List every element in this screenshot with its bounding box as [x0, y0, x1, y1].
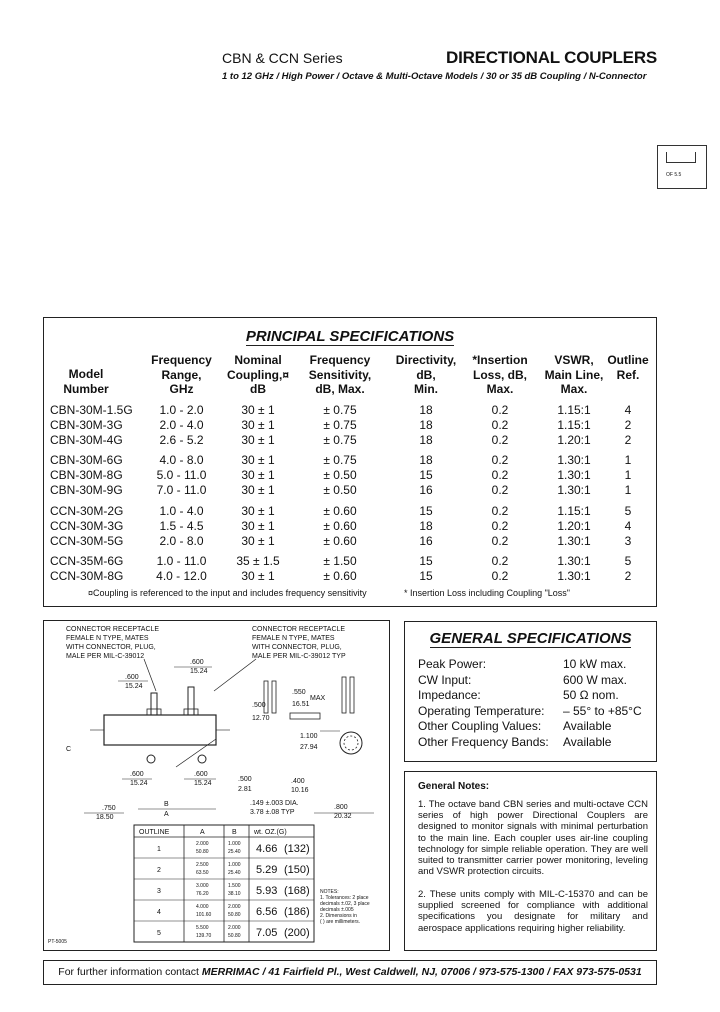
spec-cell-outline: 2 [624, 418, 632, 432]
outline-b-mm: 25.40 [228, 849, 241, 855]
outline-weight-g: (150) [284, 864, 310, 876]
spec-cell-directivity: 15 [419, 468, 433, 482]
general-specifications-panel [404, 621, 657, 762]
general-note-1: 1. The octave band CBN series and multi-octave CCN series of high power Directional Couplers are designed to monitor signals with minimal perturbation to the main line. Each coupler uses air-line coupling technology for simple reliable operation. They are well suited to transmitter carrier power monitoring, leveling and VSWR protection circuits. [418, 799, 648, 878]
dim-400: .400 [291, 778, 305, 785]
gs-row-other-coupling-values: Other Coupling Values: Available [418, 719, 612, 733]
connector-input [151, 693, 157, 715]
dim-600-top: .600 [190, 659, 204, 666]
outline-weight-g: (186) [284, 906, 310, 918]
dim-500-b: .500 [238, 776, 252, 783]
dim-600-top-mm: 15.24 [190, 668, 208, 675]
spec-cell-coupling: 30 ± 1 [241, 519, 275, 533]
spec-cell-model: CBN-30M-9G [50, 483, 123, 497]
contact-footer [43, 960, 657, 985]
spec-cell-range: 1.5 - 4.5 [159, 519, 204, 533]
callout-left-line-1: CONNECTOR RECEPTACLE [66, 626, 160, 633]
outline-header-a: A [200, 829, 205, 836]
spec-cell-model: CBN-30M-6G [50, 453, 123, 467]
spec-cell-directivity: 15 [419, 569, 433, 583]
spec-cell-loss: 0.2 [491, 468, 509, 482]
spec-cell-range: 5.0 - 11.0 [156, 468, 207, 482]
callout-right-line-3: WITH CONNECTOR, PLUG, [252, 644, 342, 651]
outline-number: 5 [157, 930, 161, 937]
general-notes-panel [404, 771, 657, 951]
spec-row [44, 468, 656, 483]
spec-cell-directivity: 18 [419, 453, 433, 467]
outline-a-mm: 101.60 [196, 912, 212, 918]
mount-hole-left [147, 755, 155, 763]
outline-drawing-panel [43, 620, 390, 951]
dim-600-left: .600 [125, 674, 139, 681]
spec-cell-sensitivity: ± 0.75 [323, 403, 357, 417]
dim-600-d: .600 [194, 771, 208, 778]
spec-cell-sensitivity: ± 0.60 [323, 519, 357, 533]
spec-cell-model: CBN-30M-1.5G [50, 403, 133, 417]
outline-b-inch: 1.500 [228, 883, 241, 889]
dim-500-mm: 12.70 [252, 715, 270, 722]
spec-cell-vswr: 1.30:1 [557, 483, 591, 497]
outline-number: 2 [157, 867, 161, 874]
spec-row [44, 504, 656, 519]
spec-cell-vswr: 1.20:1 [557, 433, 591, 447]
outline-a-inch: 3.000 [196, 883, 209, 889]
outline-weight-g: (200) [284, 927, 310, 939]
page-subtitle: 1 to 12 GHz / High Power / Octave & Multi-Octave Models / 30 or 35 dB Coupling / N-Connector [222, 71, 647, 82]
outline-weight-oz: 6.56 [256, 906, 278, 918]
spec-cell-loss: 0.2 [491, 519, 509, 533]
dim-600-c: .600 [130, 771, 144, 778]
dim-label-b: B [164, 801, 169, 808]
spec-cell-loss: 0.2 [491, 453, 509, 467]
spec-cell-directivity: 15 [419, 504, 433, 518]
spec-cell-model: CCN-30M-8G [50, 569, 124, 583]
spec-cell-outline: 1 [624, 468, 632, 482]
outline-number: 1 [157, 846, 161, 853]
gs-row-peak-power: Peak Power: 10 kW max. [418, 657, 627, 671]
outline-b-inch: 1.000 [228, 841, 241, 847]
general-notes-title: General Notes: [418, 781, 490, 792]
dim-550: .550 [292, 689, 306, 696]
spec-cell-loss: 0.2 [491, 554, 509, 568]
spec-cell-coupling: 30 ± 1 [241, 403, 275, 417]
end-view-connector [340, 732, 362, 754]
drawing-note-1: NOTES: [320, 889, 339, 895]
dim-400-mm: 10.16 [291, 787, 309, 794]
outline-b-mm: 50.80 [228, 912, 241, 918]
spec-cell-outline: 1 [624, 483, 632, 497]
outline-b-inch: 2.000 [228, 925, 241, 931]
spec-row [44, 534, 656, 549]
spec-cell-vswr: 1.15:1 [557, 504, 591, 518]
dim-1100: 1.100 [300, 733, 318, 740]
outline-header-b: B [232, 829, 237, 836]
spec-cell-coupling: 30 ± 1 [241, 483, 275, 497]
spec-cell-vswr: 1.30:1 [557, 554, 591, 568]
spec-cell-directivity: 16 [419, 534, 433, 548]
header-insertion-loss: *Insertion Loss, dB, Max. [472, 353, 528, 396]
spec-cell-sensitivity: ± 0.50 [323, 483, 357, 497]
spec-cell-model: CCN-30M-3G [50, 519, 124, 533]
principal-specifications-title: PRINCIPAL SPECIFICATIONS [245, 328, 455, 345]
callout-left-line-3: WITH CONNECTOR, PLUG, [66, 644, 156, 651]
spec-row [44, 519, 656, 534]
spec-cell-vswr: 1.30:1 [557, 468, 591, 482]
spec-cell-vswr: 1.15:1 [557, 418, 591, 432]
dim-500: .500 [252, 702, 266, 709]
outline-b-inch: 2.000 [228, 904, 241, 910]
outline-number: 3 [157, 888, 161, 895]
header-model-number: Model Number [63, 367, 109, 396]
outline-drawing [44, 621, 389, 950]
spec-cell-range: 4.0 - 12.0 [156, 569, 207, 583]
spec-cell-outline: 2 [624, 433, 632, 447]
drawing-note-4: decimals ±.005 [320, 907, 354, 913]
spec-cell-loss: 0.2 [491, 403, 509, 417]
spec-cell-range: 7.0 - 11.0 [156, 483, 207, 497]
spec-row [44, 418, 656, 433]
general-note-2: 2. These units comply with MIL-C-15370 and can be supplied screened for compliance with additional specifications you designate for military and aerospace applications requiring higher reliability. [418, 889, 648, 934]
outline-header-outline: OUTLINE [139, 829, 170, 836]
spec-cell-sensitivity: ± 0.60 [323, 569, 357, 583]
spec-cell-sensitivity: ± 0.60 [323, 504, 357, 518]
spec-cell-range: 2.0 - 8.0 [159, 534, 204, 548]
spec-cell-coupling: 30 ± 1 [241, 504, 275, 518]
outline-a-inch: 4.000 [196, 904, 209, 910]
spec-cell-range: 2.6 - 5.2 [159, 433, 204, 447]
spec-cell-coupling: 30 ± 1 [241, 433, 275, 447]
spec-cell-outline: 4 [624, 519, 632, 533]
spec-cell-sensitivity: ± 0.50 [323, 468, 357, 482]
spec-cell-sensitivity: ± 0.75 [323, 433, 357, 447]
outline-weight-oz: 5.93 [256, 885, 278, 897]
dim-1100-mm: 27.94 [300, 744, 318, 751]
spec-cell-coupling: 35 ± 1.5 [236, 554, 280, 568]
series-name: CBN & CCN Series [222, 50, 343, 66]
dim-label-c: C [66, 746, 72, 753]
spec-row [44, 554, 656, 569]
header-frequency-sensitivity: Frequency Sensitivity, dB, Max. [308, 353, 372, 396]
drawing-note-3: decimals ±.02, 3 place [320, 901, 370, 907]
dim-750: .750 [102, 805, 116, 812]
spec-cell-sensitivity: ± 0.60 [323, 534, 357, 548]
spec-cell-sensitivity: ± 0.75 [323, 418, 357, 432]
outline-weight-oz: 5.29 [256, 864, 278, 876]
principal-specifications-panel [43, 317, 657, 607]
contact-footer-text: For further information contact MERRIMAC / 41 Fairfield Pl., West Caldwell, NJ, 07006 / 973-575-1300 / FAX 973-575-0531 [58, 966, 642, 978]
spec-cell-loss: 0.2 [491, 418, 509, 432]
spec-cell-directivity: 18 [419, 519, 433, 533]
outline-a-inch: 2.000 [196, 841, 209, 847]
outline-a-mm: 63.50 [196, 870, 209, 876]
spec-cell-coupling: 30 ± 1 [241, 453, 275, 467]
dim-550-mm: 16.51 [292, 701, 310, 708]
general-specifications-title: GENERAL SPECIFICATIONS [429, 630, 632, 647]
header-directivity: Directivity, dB, Min. [395, 353, 457, 396]
spec-row [44, 483, 656, 498]
leader-line-right [214, 659, 256, 691]
spec-cell-directivity: 18 [419, 433, 433, 447]
spec-cell-vswr: 1.30:1 [557, 453, 591, 467]
spec-row [44, 403, 656, 418]
spec-cell-model: CCN-30M-5G [50, 534, 124, 548]
mount-hole-right [198, 755, 206, 763]
connector-output [188, 687, 194, 715]
spec-cell-outline: 4 [624, 403, 632, 417]
section-tab-text: OF 5.5 [666, 172, 682, 178]
outline-weight-g: (168) [284, 885, 310, 897]
spec-cell-loss: 0.2 [491, 483, 509, 497]
spec-cell-loss: 0.2 [491, 569, 509, 583]
spec-cell-model: CCN-35M-6G [50, 554, 124, 568]
spec-cell-outline: 5 [624, 504, 632, 518]
outline-a-mm: 50.80 [196, 849, 209, 855]
gs-row-impedance: Impedance: 50 Ω nom. [418, 688, 619, 702]
dim-600-d-mm: 15.24 [194, 780, 212, 787]
drawing-note-6: ( ) are millimeters. [320, 919, 361, 925]
drawing-note-5: 2. Dimensions in [320, 913, 357, 919]
spec-cell-range: 4.0 - 8.0 [159, 453, 204, 467]
spec-cell-vswr: 1.20:1 [557, 519, 591, 533]
spec-cell-range: 1.0 - 4.0 [159, 504, 204, 518]
spec-cell-coupling: 30 ± 1 [241, 468, 275, 482]
header-vswr: VSWR, Main Line, Max. [544, 353, 604, 396]
dim-600-left-mm: 15.24 [125, 683, 143, 690]
spec-cell-loss: 0.2 [491, 504, 509, 518]
spec-cell-range: 2.0 - 4.0 [159, 418, 204, 432]
outline-b-mm: 50.80 [228, 933, 241, 939]
dim-hole: .149 ±.003 DIA. [250, 800, 299, 807]
spec-cell-model: CBN-30M-3G [50, 418, 123, 432]
dim-hole-mm: 3.78 ±.08 TYP [250, 809, 295, 816]
outline-number: 4 [157, 909, 161, 916]
spec-cell-model: CBN-30M-8G [50, 468, 123, 482]
outline-a-inch: 5.500 [196, 925, 209, 931]
callout-left-line-2: FEMALE N TYPE, MATES [66, 635, 149, 642]
spec-cell-sensitivity: ± 0.75 [323, 453, 357, 467]
spec-cell-vswr: 1.30:1 [557, 569, 591, 583]
callout-left-line-4: MALE PER MIL-C-39012 [66, 653, 145, 660]
dim-800: .800 [334, 804, 348, 811]
spec-cell-model: CBN-30M-4G [50, 433, 123, 447]
insertion-loss-footnote: * Insertion Loss including Coupling "Loss" [404, 588, 570, 598]
spec-cell-model: CCN-30M-2G [50, 504, 124, 518]
header-outline-ref: Outline Ref. [607, 353, 649, 382]
outline-a-mm: 76.20 [196, 891, 209, 897]
coupling-footnote: ¤Coupling is referenced to the input and includes frequency sensitivity [88, 588, 367, 598]
spec-row [44, 453, 656, 468]
dim-label-a: A [164, 811, 169, 818]
spec-cell-vswr: 1.15:1 [557, 403, 591, 417]
spec-cell-directivity: 18 [419, 403, 433, 417]
spec-cell-directivity: 16 [419, 483, 433, 497]
outline-b-inch: 1.000 [228, 862, 241, 868]
callout-right-line-2: FEMALE N TYPE, MATES [252, 635, 335, 642]
spec-cell-sensitivity: ± 1.50 [323, 554, 357, 568]
outline-b-mm: 25.40 [228, 870, 241, 876]
header-frequency-range: Frequency Range, GHz [151, 353, 212, 396]
spec-cell-vswr: 1.30:1 [557, 534, 591, 548]
dim-281: 2.81 [238, 786, 252, 793]
dim-600-c-mm: 15.24 [130, 780, 148, 787]
header-nominal-coupling: Nominal Coupling,¤ dB [227, 353, 289, 396]
gs-row-cw-input: CW Input: 600 W max. [418, 673, 628, 687]
callout-right-line-1: CONNECTOR RECEPTACLE [252, 626, 346, 633]
coupler-body [104, 715, 216, 745]
spec-cell-coupling: 30 ± 1 [241, 569, 275, 583]
spec-row [44, 569, 656, 584]
spec-cell-outline: 1 [624, 453, 632, 467]
spec-cell-loss: 0.2 [491, 534, 509, 548]
callout-right-line-4: MALE PER MIL-C-39012 TYP [252, 653, 346, 660]
spec-cell-loss: 0.2 [491, 433, 509, 447]
section-tab-mark [666, 152, 696, 163]
gs-row-operating-temperature: Operating Temperature: – 55° to +85°C [418, 704, 642, 718]
gs-row-other-frequency-bands: Other Frequency Bands: Available [418, 735, 612, 749]
spec-cell-range: 1.0 - 2.0 [159, 403, 204, 417]
drawing-note-2: 1. Tolerances: 2 place [320, 895, 369, 901]
spec-cell-outline: 5 [624, 554, 632, 568]
spec-cell-outline: 2 [624, 569, 632, 583]
spec-cell-coupling: 30 ± 1 [241, 418, 275, 432]
dim-750-mm: 18.50 [96, 814, 114, 821]
page-title: DIRECTIONAL COUPLERS [446, 48, 658, 67]
spec-cell-directivity: 15 [419, 554, 433, 568]
outline-a-mm: 139.70 [196, 933, 212, 939]
spec-row [44, 433, 656, 448]
spec-cell-outline: 3 [624, 534, 632, 548]
dim-800-mm: 20.32 [334, 813, 352, 820]
spec-cell-coupling: 30 ± 1 [241, 534, 275, 548]
outline-a-inch: 2.500 [196, 862, 209, 868]
outline-header-wt: wt. OZ.(G) [254, 829, 287, 836]
outline-weight-oz: 7.05 [256, 927, 278, 939]
spec-cell-directivity: 18 [419, 418, 433, 432]
spec-cell-range: 1.0 - 11.0 [156, 554, 207, 568]
dim-max: MAX [310, 695, 326, 702]
drawing-id: PT-5005 [48, 939, 67, 945]
outline-b-mm: 38.10 [228, 891, 241, 897]
leader-line-left [144, 659, 156, 691]
outline-weight-oz: 4.66 [256, 843, 278, 855]
outline-weight-g: (132) [284, 843, 310, 855]
